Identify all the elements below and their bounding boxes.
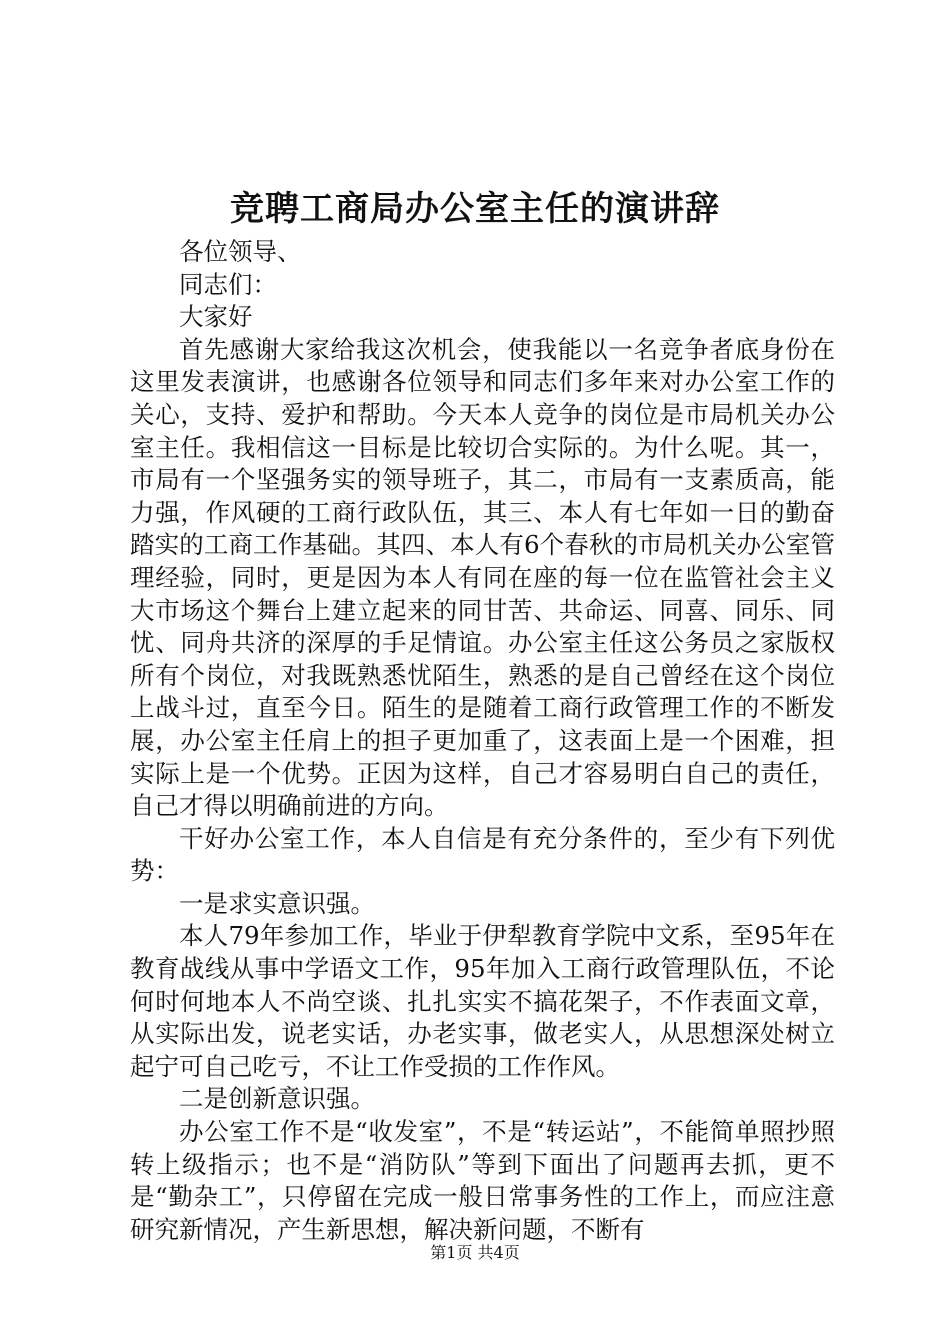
paragraph-innovation-detail: 办公室工作不是“收发室”，不是“转运站”，不能简单照抄照转上级指示；也不是“消防队”等到下面出了问题再去抓，更不是“勤杂工”，只停留在完成一般日常事务性的工作上，而应注意研究新情况，产生新思想，解决新问题，不断有: [130, 1117, 835, 1244]
paragraph-salutation-1: 各位领导、: [179, 237, 302, 266]
paragraph-salutation-2: 同志们：: [179, 269, 277, 299]
paragraph-heading-pragmatic: 一是求实意识强。: [179, 888, 375, 918]
paragraph-pragmatic-detail: 本人79年参加工作，毕业于伊犁教育学院中文系，至95年在教育战线从事中学语文工作，95年加入工商行政管理队伍，不论何时何地本人不尚空谈、扎扎实实不搞花架子，不作表面文章，从实际出发，说老实话，办老实事，做老实人，从思想深处树立起宁可自己吃亏，不让工作受损的工作作风。: [130, 921, 835, 1081]
document-title: 竞聘工商局办公室主任的演讲辞: [230, 189, 720, 229]
page-footer: 第1页 共4页: [430, 1243, 520, 1262]
paragraph-advantages-intro: 干好办公室工作，本人自信是有充分条件的，至少有下列优势：: [130, 823, 835, 886]
paragraph-introduction: 首先感谢大家给我这次机会，使我能以一名竞争者底身份在这里发表演讲，也感谢各位领导和同志们多年来对办公室工作的关心，支持、爱护和帮助。今天本人竞争的岗位是市局机关办公室主任。我相信这一目标是比较切合实际的。为什么呢。其一，市局有一个坚强务实的领导班子，其二，市局有一支素质高，能力强，作风硬的工商行政队伍，其三、本人有七年如一日的勤奋踏实的工商工作基础。其四、本人有6个春秋的市局机关办公室管理经验，同时，更是因为本人有同在座的每一位在监管社会主义大市场这个舞台上建立起来的同甘苦、共命运、同喜、同乐、同忧、同舟共济的深厚的手足情谊。办公室主任这公务员之家版权所有个岗位，对我既熟悉忧陌生，熟悉的是自己曾经在这个岗位上战斗过，直至今日。陌生的是随着工商行政管理工作的不断发展，办公室主任肩上的担子更加重了，这表面上是一个困难，担实际上是一个优势。正因为这样，自己才容易明白自己的责任，自己才得以明确前进的方向。: [130, 334, 835, 821]
paragraph-greeting: 大家好: [179, 302, 253, 332]
document-body: [130, 236, 835, 1246]
paragraph-heading-innovation: 二是创新意识强。: [179, 1084, 375, 1114]
